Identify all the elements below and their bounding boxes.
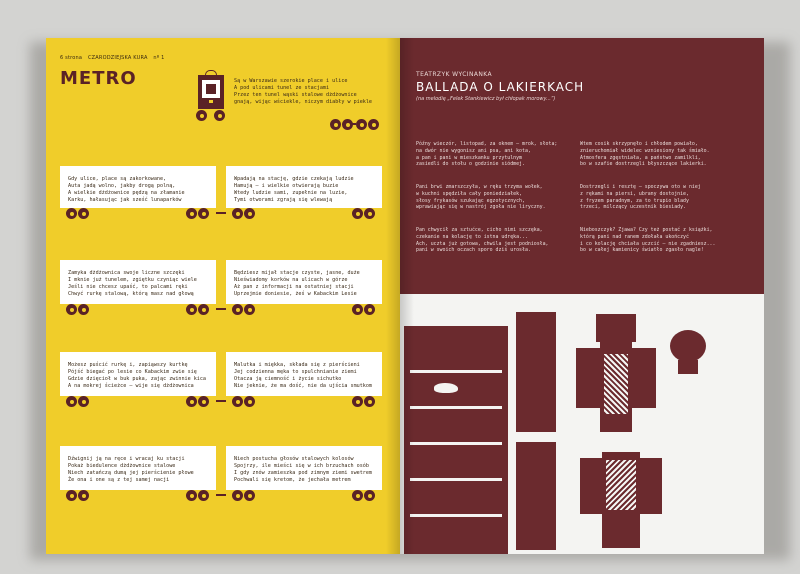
wheel bbox=[186, 396, 197, 407]
stanza bbox=[416, 227, 549, 254]
wheel bbox=[78, 304, 89, 315]
wheel bbox=[186, 304, 197, 315]
verse-line: z rękami na piersi, ubrany dostojnie, bbox=[580, 190, 689, 197]
wheel bbox=[232, 490, 243, 501]
shelf bbox=[410, 406, 502, 409]
verse-line: Wtem cosik skrzypnęło i chłodem powiało, bbox=[580, 141, 698, 147]
verse-line: Nieboszczyk? Zjawa? Czy też postać z książki, bbox=[580, 227, 713, 233]
verse-line: Pani brwi zmarszczyła, w ręku trzyma wołek, bbox=[416, 184, 543, 190]
verse-line: słosy frykasów szukając egzotycznych, bbox=[416, 197, 525, 204]
verse-line: Chwyć rurkę stalową, którą masz nad głową bbox=[68, 291, 194, 297]
wheel bbox=[232, 396, 243, 407]
verse-line: pani w swoich oczach sporo dziś urosła. bbox=[416, 247, 531, 254]
verse-line: Zamyka dżdżownica swoje liczne szczęki bbox=[68, 270, 185, 276]
wardrobe-cutout bbox=[404, 326, 508, 554]
section-subtitle: TEATRZYK WYCINANKA bbox=[416, 71, 492, 78]
stanza bbox=[416, 141, 557, 168]
wheel bbox=[198, 304, 209, 315]
verse-line: I gdy znów zamieszka pod zimnym ziemi swetrem bbox=[234, 470, 373, 476]
verse-line: Dźwignij ją na ręce i wracaj ku stacji bbox=[68, 456, 185, 462]
wheel bbox=[66, 396, 77, 407]
train-car bbox=[226, 352, 382, 396]
verse-line: Nieświadomy korków na ulicach w górze bbox=[234, 277, 348, 283]
verse-line: Że ona i one są z tej samej nacji bbox=[68, 477, 170, 483]
verse-line: Gdzie dzięcioł w buk puka, zając zwinnie kica bbox=[68, 376, 207, 382]
verse-line: Możesz puścić rurkę i, zapiąwszy kurtkę bbox=[68, 362, 188, 368]
wheel bbox=[232, 208, 243, 219]
verse-line: Atmosfera zgęstniała, a państwo zamilkli, bbox=[580, 154, 701, 161]
door-panel-cutout bbox=[516, 442, 556, 550]
verse-line: bo w całej kamienicy światło zgasło nagle! bbox=[580, 247, 704, 254]
intro-stanza bbox=[234, 78, 372, 106]
verse-line: Pochwali się kretom, że jechała metrem bbox=[234, 477, 351, 483]
verse-line: i co kolację chciała uczcić – nie zgadniesz... bbox=[580, 240, 716, 247]
verse-line: w kuchni spędziła cały poniedziałek, bbox=[416, 190, 522, 197]
train-car bbox=[60, 260, 216, 304]
wheel bbox=[66, 304, 77, 315]
verse-line: Malutka i miękka, składa się z pierścieni bbox=[234, 362, 360, 368]
train-car bbox=[226, 260, 382, 304]
wheel bbox=[352, 396, 363, 407]
verse-line: Niech zatańczą dumą jej pierścienie płowe bbox=[68, 470, 194, 476]
wheel bbox=[352, 208, 363, 219]
wheel bbox=[364, 304, 375, 315]
intro-line: A pod ulicami tunel ze stacjami bbox=[234, 85, 330, 91]
verse-line: którą pani nad ranem zdołała ukończyć bbox=[580, 233, 689, 240]
locomotive-illustration bbox=[194, 70, 228, 122]
verse-line: Jej codzienna męka to spulchnianie ziemi bbox=[234, 369, 357, 375]
verse-line: a pan i pani w mieszkanku przytulnym bbox=[416, 154, 522, 161]
train-car bbox=[226, 166, 382, 208]
verse-line: Jeśli nie chcesz upaść, to palcami ręki bbox=[68, 284, 188, 290]
wheel bbox=[364, 490, 375, 501]
verse-line: Pójść biegać po lesie co Kabackim zwie się bbox=[68, 369, 197, 375]
verse-line: z fryzem paradnym, za to trupio blady bbox=[580, 197, 689, 204]
man-figure-cutout bbox=[580, 430, 662, 552]
stanza bbox=[580, 227, 715, 254]
wheel bbox=[330, 119, 341, 130]
issue-number: nº 1 bbox=[153, 55, 165, 61]
shelf bbox=[410, 514, 502, 517]
wheel bbox=[78, 208, 89, 219]
verse-line: A na mokrej ścieżce – wije się dżdżownica bbox=[68, 383, 194, 389]
train-car bbox=[60, 446, 216, 490]
train-car bbox=[60, 352, 216, 396]
wheel bbox=[186, 208, 197, 219]
stanza bbox=[416, 184, 546, 211]
poem-title: BALLADA O LAKIERKACH bbox=[416, 80, 585, 94]
verse-line: Spojrzy, ile mieści się w ich brzuchach osób bbox=[234, 463, 369, 469]
wheel bbox=[78, 490, 89, 501]
verse-line: A wielkie dżdżownice pędzą na złamanie bbox=[68, 190, 185, 196]
wheel bbox=[66, 490, 77, 501]
page-header bbox=[60, 55, 169, 61]
verse-line: czekanie na kolację to istna udręka... bbox=[416, 233, 528, 240]
intro-line: gnają, wijąc wściekle, niczym diabły w piekle bbox=[234, 99, 373, 105]
melody-note: (na melodię „Felek Stankiewicz był chłopak morowy...”) bbox=[416, 96, 556, 102]
verse-line: Hamują – i wielkie otwierają buzie bbox=[234, 183, 339, 189]
verse-line: Nie jeknie, że ma dość, nie da ujścia smutkom bbox=[234, 383, 373, 389]
car-coupling bbox=[216, 494, 226, 496]
wheel bbox=[364, 396, 375, 407]
mouse-icon bbox=[434, 383, 458, 393]
page-number: 6 strona bbox=[60, 55, 83, 61]
verse-line: Będziesz mijał stacje czyste, jasne, duże bbox=[234, 270, 360, 276]
wheel bbox=[198, 490, 209, 501]
verse-line: I mknie już tunelem, zgiętku czyniąc wiele bbox=[68, 277, 197, 283]
verse-line: na dwór nie wygonisz ani psa, ani kota, bbox=[416, 147, 531, 154]
wheel bbox=[78, 396, 89, 407]
verse-line: Wtedy ludzie sami, zupełnie na luzie, bbox=[234, 190, 348, 196]
door-panel-cutout bbox=[516, 312, 556, 432]
verse-line: Pan chwycił za sztućce, cicho nimi szczęka, bbox=[416, 227, 543, 233]
verse-line: Wpadają na stację, gdzie czekają ludzie bbox=[234, 176, 354, 182]
wheel bbox=[356, 119, 367, 130]
verse-line: Niech postucha głosów stalowych kolosów bbox=[234, 456, 354, 462]
verse-line: zasiedli do stołu o godzinie siódmej. bbox=[416, 161, 525, 168]
wheel bbox=[352, 490, 363, 501]
right-page bbox=[400, 38, 764, 554]
verse-line: Karku, hałasując jak sześć lunaparków bbox=[68, 197, 182, 203]
wheel bbox=[244, 490, 255, 501]
page-title: METRO bbox=[60, 68, 137, 89]
train-car bbox=[60, 166, 216, 208]
verse-line: Dostrzegli i resztę – spoczywa oto w niej bbox=[580, 184, 701, 190]
car-coupling bbox=[216, 212, 226, 214]
wheel bbox=[198, 208, 209, 219]
wheel bbox=[352, 304, 363, 315]
wheel bbox=[364, 208, 375, 219]
left-page bbox=[46, 38, 400, 554]
verse-line: wprawiając się w nastrój zgoła nie liryczny. bbox=[416, 204, 546, 211]
page-fold bbox=[386, 38, 414, 554]
verse-line: Pokaż biedulence dżdżownice stalowe bbox=[68, 463, 176, 469]
verse-line: Gdy ulice, place są zakorkowane, bbox=[68, 176, 167, 182]
wheel bbox=[244, 396, 255, 407]
stanza bbox=[580, 184, 701, 211]
woman-figure-cutout bbox=[576, 314, 658, 434]
shelf bbox=[410, 478, 502, 481]
wheel bbox=[232, 304, 243, 315]
verse-line: Otacza ją ciemność i życie sichutko bbox=[234, 376, 342, 382]
verse-line: Ach, uczta już gotowa, chwila jest podniosła, bbox=[416, 240, 549, 247]
verse-line: znieruchomiał widelec wzniesiony tak śmiało. bbox=[580, 147, 710, 154]
bust-cutout bbox=[668, 330, 708, 374]
wheel bbox=[244, 304, 255, 315]
wheel bbox=[198, 396, 209, 407]
car-coupling bbox=[216, 400, 226, 402]
verse-line: Auta jadą wolno, jakby drogą polną, bbox=[68, 183, 176, 189]
train-car bbox=[226, 446, 382, 490]
verse-line: Uprzejmie doniesie, żeś w Kabackim Lesie bbox=[234, 291, 357, 297]
verse-line: Aż pan z informacji na ostatniej stacji bbox=[234, 284, 354, 290]
shelf bbox=[410, 442, 502, 445]
wheel bbox=[66, 208, 77, 219]
section-name: CZARODZIEJSKA KURA bbox=[87, 55, 148, 61]
intro-line: Przez ten tunel wąski stalowe dżdżownice bbox=[234, 92, 357, 98]
intro-line: Są w Warszawie szerokie place i ulice bbox=[234, 78, 348, 84]
verse-line: Tymi otworami zgrają się wlewają bbox=[234, 197, 333, 203]
wheel bbox=[368, 119, 379, 130]
verse-line: bo w szafie dostrzegli błyszczące lakierki. bbox=[580, 161, 707, 168]
stanza bbox=[580, 141, 710, 168]
wheel bbox=[186, 490, 197, 501]
verse-line: Późny wieczór, listopad, za oknem – mrok, słota; bbox=[416, 141, 558, 147]
car-coupling bbox=[216, 308, 226, 310]
wheel bbox=[244, 208, 255, 219]
shelf bbox=[410, 370, 502, 373]
verse-line: trzeci, milczący uczestnik biesiady. bbox=[580, 204, 686, 211]
